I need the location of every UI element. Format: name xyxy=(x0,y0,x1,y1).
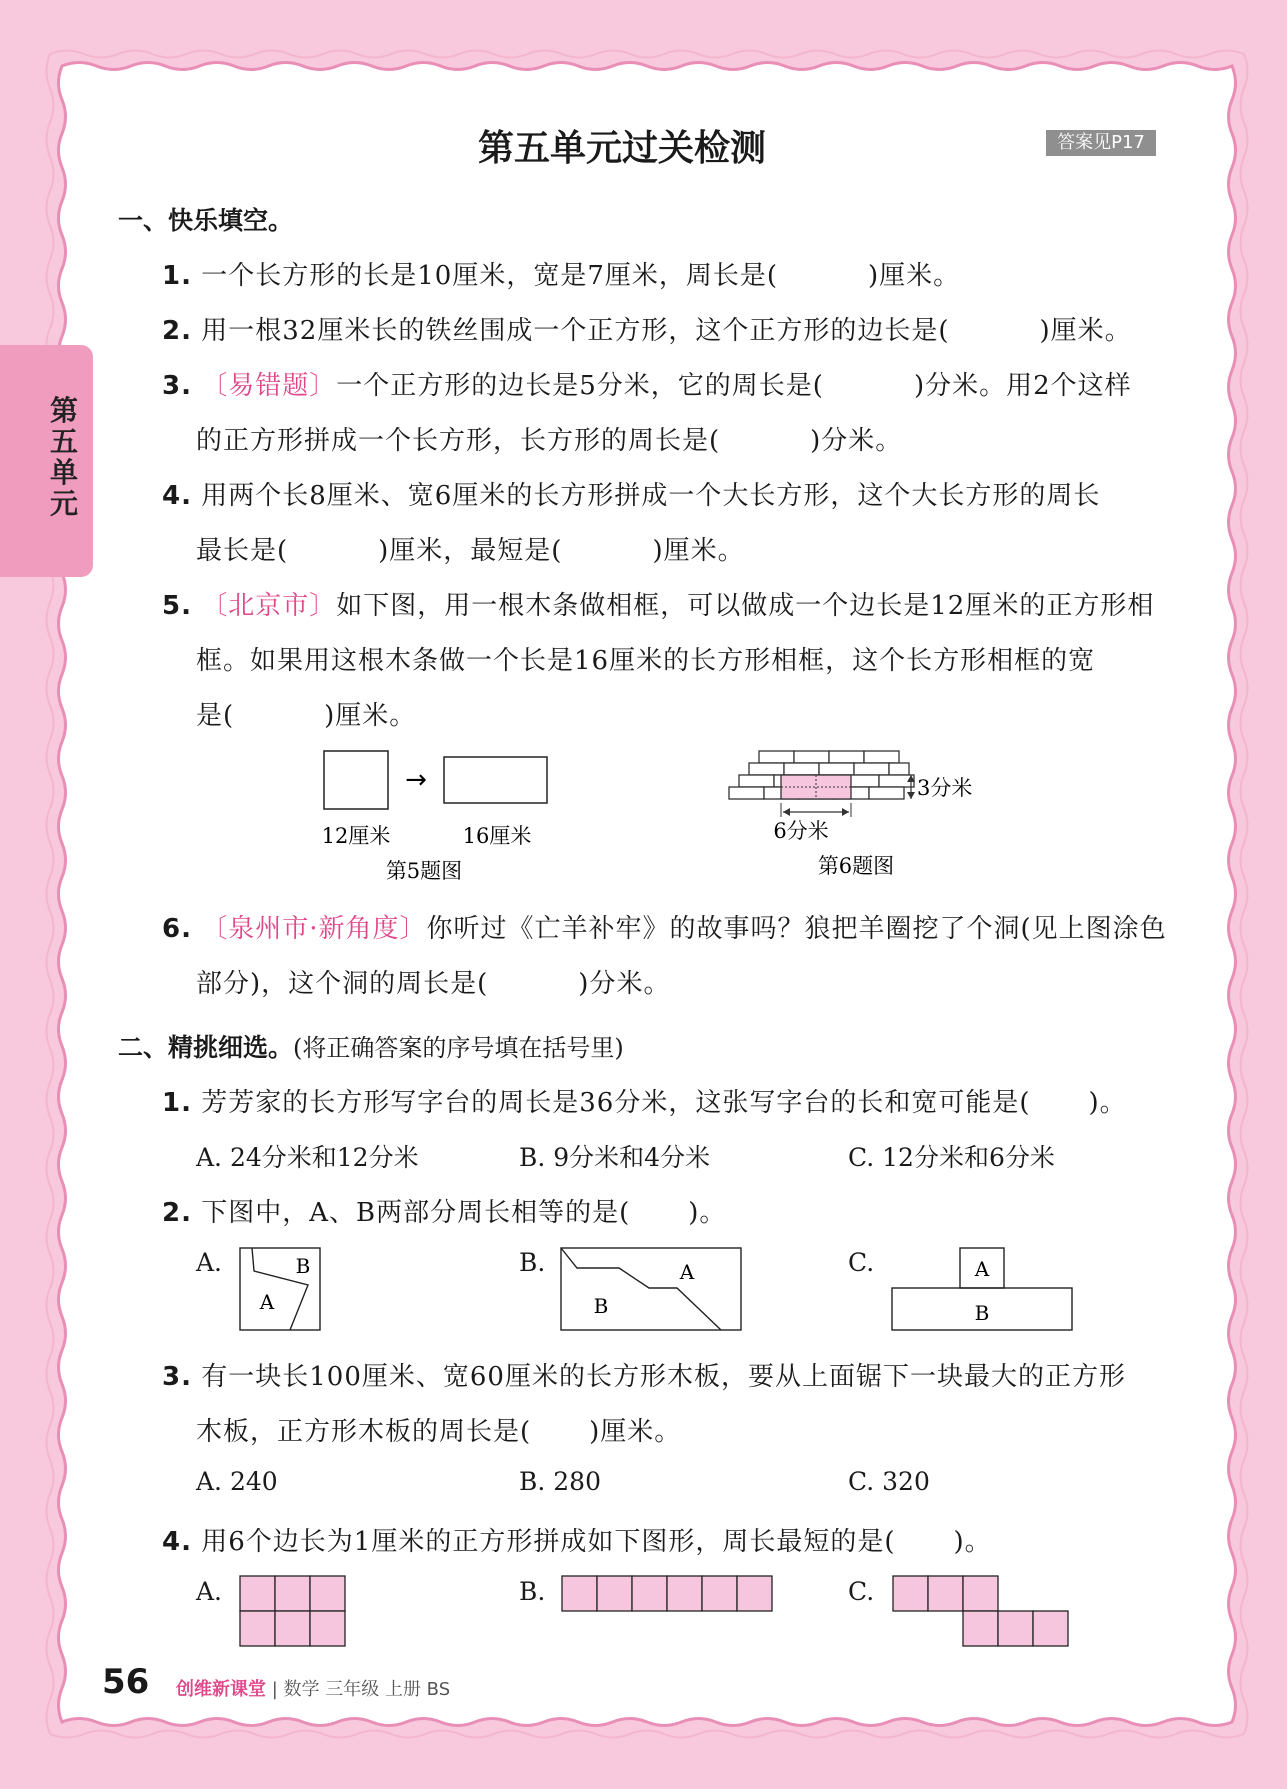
fig5-rect-label: 16厘米 xyxy=(462,824,532,848)
question-text: )厘米。 xyxy=(589,1417,682,1447)
question-1-3-line2 xyxy=(196,420,902,457)
fig6-caption: 第6题图 xyxy=(817,854,895,878)
question-text: 用一根32厘米长的铁丝围成一个正方形，这个正方形的边长是( xyxy=(201,316,950,346)
question-1-4 xyxy=(162,475,1100,512)
figure-2-4-c xyxy=(891,1574,1073,1652)
option-b[interactable]: B. 9分米和4分米 xyxy=(519,1143,711,1172)
question-2-4 xyxy=(162,1521,992,1558)
question-tag: 〔北京市〕 xyxy=(201,591,337,621)
option-a[interactable]: A. xyxy=(196,1248,223,1277)
question-text: 部分)，这个洞的周长是( xyxy=(196,969,489,999)
figure-2-4-a xyxy=(238,1574,350,1652)
option-b[interactable]: B. xyxy=(519,1577,546,1606)
question-text: 你听过《亡羊补牢》的故事吗？狼把羊圈挖了个洞(见上图涂色 xyxy=(426,914,1167,944)
arrow-icon: → xyxy=(405,765,427,795)
question-2-1 xyxy=(162,1082,1127,1119)
section-2-heading: 二、精挑细选。 xyxy=(118,1033,294,1062)
question-2-3 xyxy=(162,1356,1126,1393)
fig6-width-label: 6分米 xyxy=(773,819,829,843)
label-part-a: A xyxy=(974,1257,990,1281)
question-number: 6. xyxy=(162,914,192,944)
question-text: 如下图，用一根木条做相框，可以做成一个边长是12厘米的正方形相 xyxy=(336,591,1155,621)
question-text: 最长是( xyxy=(196,536,289,566)
question-1-2 xyxy=(162,310,1132,347)
option-c[interactable]: C. xyxy=(848,1248,875,1277)
square-frame xyxy=(324,751,388,809)
question-1-5-line2 xyxy=(196,640,1095,677)
fig5-square-label: 12厘米 xyxy=(321,824,391,848)
page-title: 第五单元过关检测 xyxy=(478,128,767,169)
footer-book-info: | 数学 三年级 上册 BS xyxy=(271,1679,451,1700)
option-b[interactable]: B. xyxy=(519,1248,546,1277)
question-number: 2. xyxy=(162,316,192,346)
question-text: )厘米。 xyxy=(652,536,745,566)
question-text: 用两个长8厘米、宽6厘米的长方形拼成一个大长方形，这个大长方形的周长 xyxy=(201,481,1101,511)
question-text: )。 xyxy=(688,1198,727,1228)
label-part-b: B xyxy=(593,1294,609,1318)
question-number: 4. xyxy=(162,481,192,511)
section-2-note: (将正确答案的序号填在括号里) xyxy=(293,1034,624,1062)
question-2-3-line2 xyxy=(196,1411,681,1448)
question-text: 的正方形拼成一个长方形，长方形的周长是( xyxy=(196,426,721,456)
option-a[interactable]: A. 240 xyxy=(196,1467,278,1496)
figure-2-4-b xyxy=(560,1574,780,1616)
question-text: 是( xyxy=(196,701,235,731)
question-text: )。 xyxy=(953,1527,992,1557)
question-number: 4. xyxy=(162,1527,192,1557)
question-number: 3. xyxy=(162,371,192,401)
question-2-2 xyxy=(162,1192,726,1229)
question-number: 5. xyxy=(162,591,192,621)
question-text: 框。如果用这根木条做一个长是16厘米的长方形相框，这个长方形相框的宽 xyxy=(196,646,1096,676)
figure-2-2-b xyxy=(559,1245,745,1333)
question-1-3 xyxy=(162,365,1132,402)
question-text: 芳芳家的长方形写字台的周长是36分米，这张写字台的长和宽可能是( xyxy=(201,1088,1031,1118)
figure-6 xyxy=(725,745,975,885)
question-1-6 xyxy=(162,908,1167,945)
fig5-caption: 第5题图 xyxy=(385,859,463,880)
question-text: )厘米。 xyxy=(324,701,417,731)
question-1-5 xyxy=(162,585,1154,622)
question-1-1 xyxy=(162,255,960,292)
question-number: 1. xyxy=(162,1088,192,1118)
label-part-b: B xyxy=(974,1301,990,1325)
question-number: 2. xyxy=(162,1198,192,1228)
section-2-heading-row xyxy=(118,1028,624,1064)
question-text: 用6个边长为1厘米的正方形拼成如下图形，周长最短的是( xyxy=(201,1527,896,1557)
label-part-a: A xyxy=(259,1290,275,1314)
question-text: )分米。 xyxy=(578,969,671,999)
label-part-b: B xyxy=(295,1254,311,1278)
question-text: 一个长方形的长是10厘米，宽是7厘米，周长是( xyxy=(201,261,779,291)
question-1-4-line2 xyxy=(196,530,745,567)
question-1-6-line2 xyxy=(196,963,670,1000)
label-part-a: A xyxy=(679,1260,695,1284)
option-c[interactable]: C. 320 xyxy=(848,1467,930,1496)
rectangle-frame xyxy=(444,757,547,803)
question-text: )分米。 xyxy=(810,426,903,456)
option-c[interactable]: C. xyxy=(848,1577,875,1606)
option-b[interactable]: B. 280 xyxy=(519,1467,601,1496)
question-number: 3. xyxy=(162,1362,192,1392)
option-c[interactable]: C. 12分米和6分米 xyxy=(848,1143,1055,1172)
question-text: )厘米，最短是( xyxy=(378,536,563,566)
question-text: 下图中，A、B两部分周长相等的是( xyxy=(201,1198,631,1228)
footer-info xyxy=(176,1675,450,1701)
section-1-heading: 一、快乐填空。 xyxy=(118,206,294,235)
question-number: 1. xyxy=(162,261,192,291)
figure-2-2-c xyxy=(890,1245,1076,1333)
question-tag: 〔易错题〕 xyxy=(201,371,337,401)
question-text: 一个正方形的边长是5分米，它的周长是( xyxy=(336,371,824,401)
question-tag: 〔泉州市·新角度〕 xyxy=(201,914,427,944)
page-number: 56 xyxy=(102,1662,150,1702)
figure-2-2-a xyxy=(238,1245,324,1333)
question-text: )厘米。 xyxy=(1039,316,1132,346)
answer-reference-badge: 答案见P17 xyxy=(1046,130,1156,156)
question-text: )。 xyxy=(1088,1088,1127,1118)
side-tab-label: 第五单元 xyxy=(50,394,79,520)
question-1-5-line3 xyxy=(196,695,416,732)
question-text: )厘米。 xyxy=(868,261,961,291)
question-text: 有一块长100厘米、宽60厘米的长方形木板，要从上面锯下一块最大的正方形 xyxy=(201,1362,1126,1392)
footer-brand: 创维新课堂 xyxy=(176,1679,266,1700)
question-text: 木板，正方形木板的周长是( xyxy=(196,1417,532,1447)
figure-5 xyxy=(300,740,580,880)
option-a[interactable]: A. xyxy=(196,1577,223,1606)
fig6-height-label: 3分米 xyxy=(917,776,973,800)
question-text: )分米。用2个这样 xyxy=(913,371,1132,401)
option-a[interactable]: A. 24分米和12分米 xyxy=(196,1143,419,1172)
